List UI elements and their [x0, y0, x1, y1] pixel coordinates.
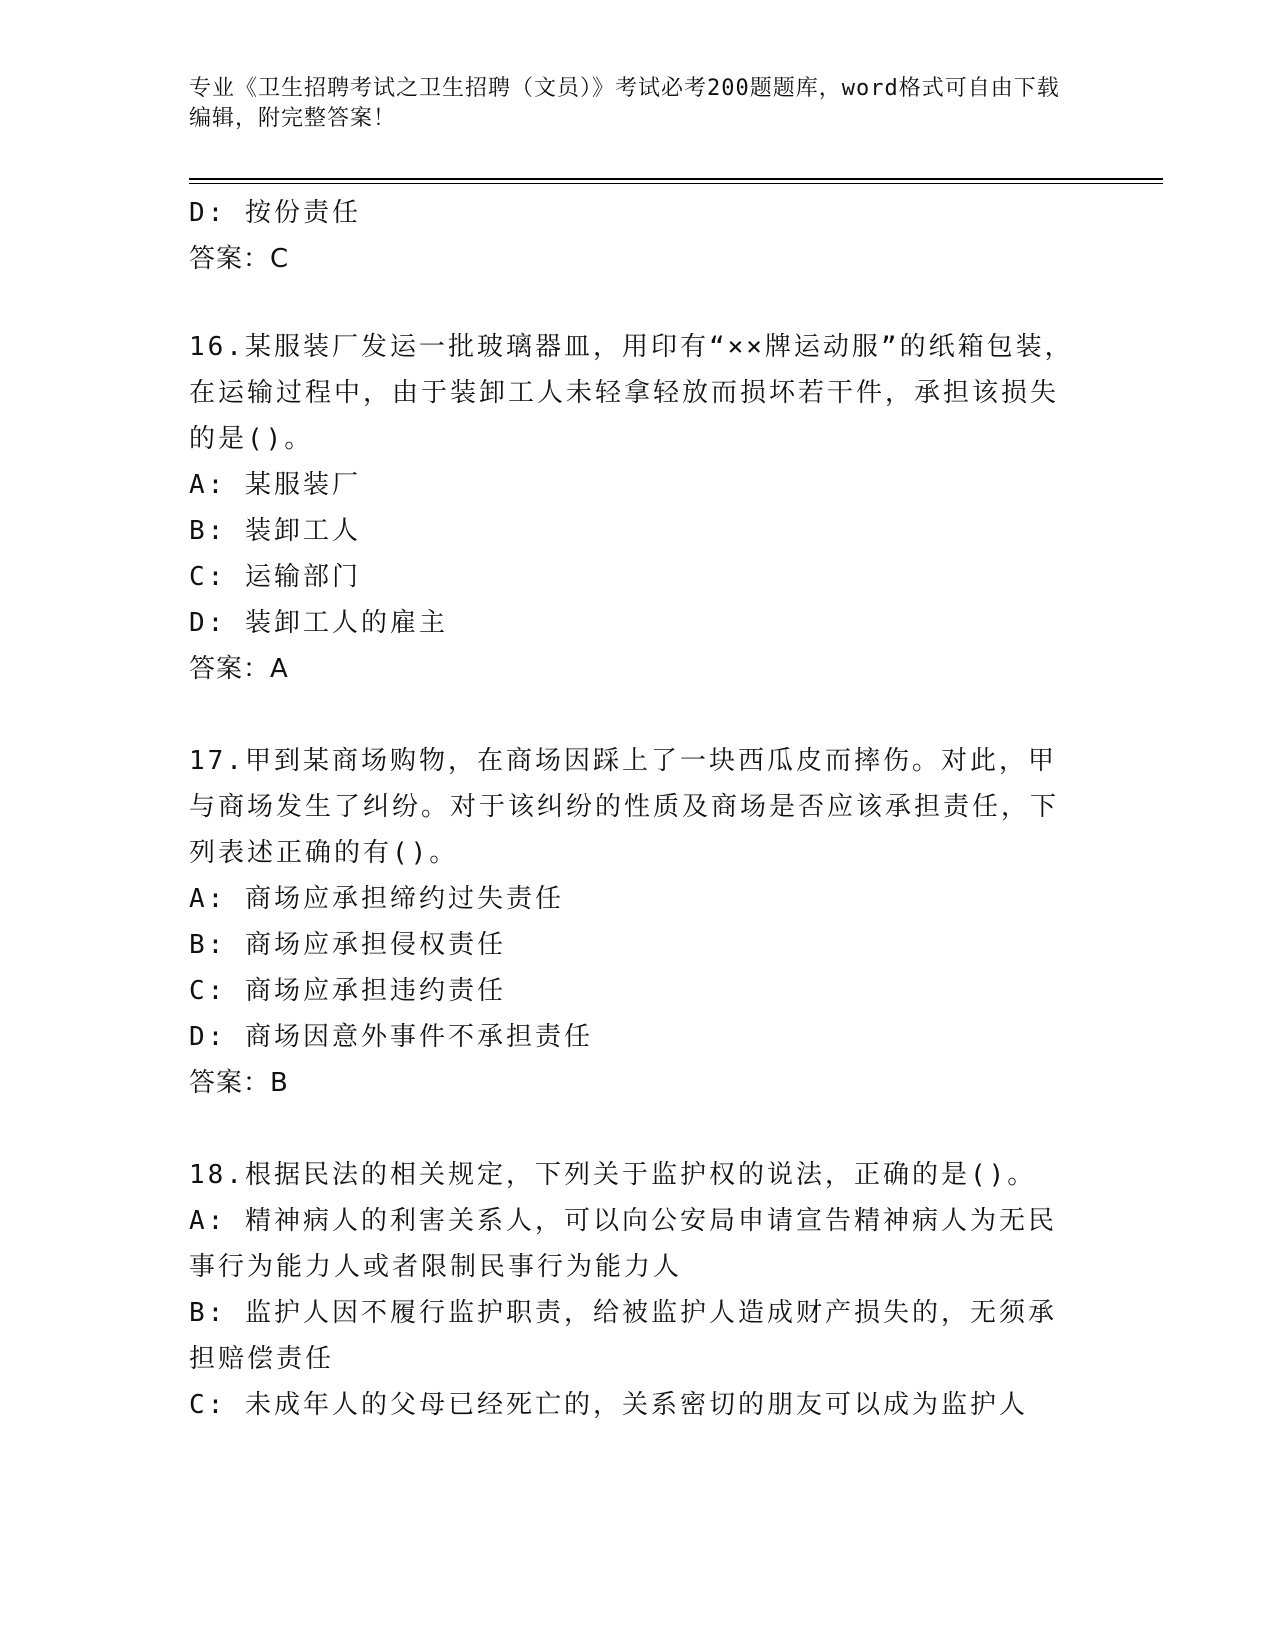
option-d: D: 装卸工人的雇主 [189, 608, 448, 638]
option-d: D: 商场因意外事件不承担责任 [189, 1022, 593, 1052]
answer-carryover: 答案：C [189, 244, 290, 274]
question-text: 16.某服装厂发运一批玻璃器皿，用印有“××牌运动服”的纸箱包装，在运输过程中，由于装卸工人未轻拿轻放而损坏若干件，承担该损失的是()。 [189, 332, 1074, 454]
option-c: C: 运输部门 [189, 562, 361, 592]
option-b: B: 商场应承担侵权责任 [189, 930, 506, 960]
option-b: B: 监护人因不履行监护职责，给被监护人造成财产损失的，无须承担赔偿责任 [189, 1298, 1057, 1374]
document-body [189, 190, 1079, 1428]
question-18 [189, 1152, 1079, 1428]
option-c: C: 未成年人的父母已经死亡的，关系密切的朋友可以成为监护人 [189, 1390, 1028, 1420]
header-rule-thick [189, 178, 1163, 180]
question-text: 18.根据民法的相关规定，下列关于监护权的说法，正确的是()。 [189, 1160, 1037, 1190]
document-header: 专业《卫生招聘考试之卫生招聘（文员）》考试必考200题题库，word格式可自由下载编辑，附完整答案！ [189, 76, 1060, 131]
option-a: A: 某服装厂 [189, 470, 361, 500]
option-a: A: 精神病人的利害关系人，可以向公安局申请宣告精神病人为无民事行为能力人或者限制民事行为能力人 [189, 1206, 1057, 1282]
option-c: C: 商场应承担违约责任 [189, 976, 506, 1006]
question-text: 17.甲到某商场购物，在商场因踩上了一块西瓜皮而摔伤。对此，甲与商场发生了纠纷。对于该纠纷的性质及商场是否应该承担责任，下列表述正确的有()。 [189, 746, 1060, 868]
answer: 答案：A [189, 654, 289, 684]
option-a: A: 商场应承担缔约过失责任 [189, 884, 564, 914]
option-d-carryover: D: 按份责任 [189, 198, 361, 228]
header-rule-thin [189, 183, 1163, 184]
answer: 答案：B [189, 1068, 289, 1098]
option-b: B: 装卸工人 [189, 516, 361, 546]
question-16 [189, 324, 1079, 692]
question-17 [189, 738, 1079, 1106]
